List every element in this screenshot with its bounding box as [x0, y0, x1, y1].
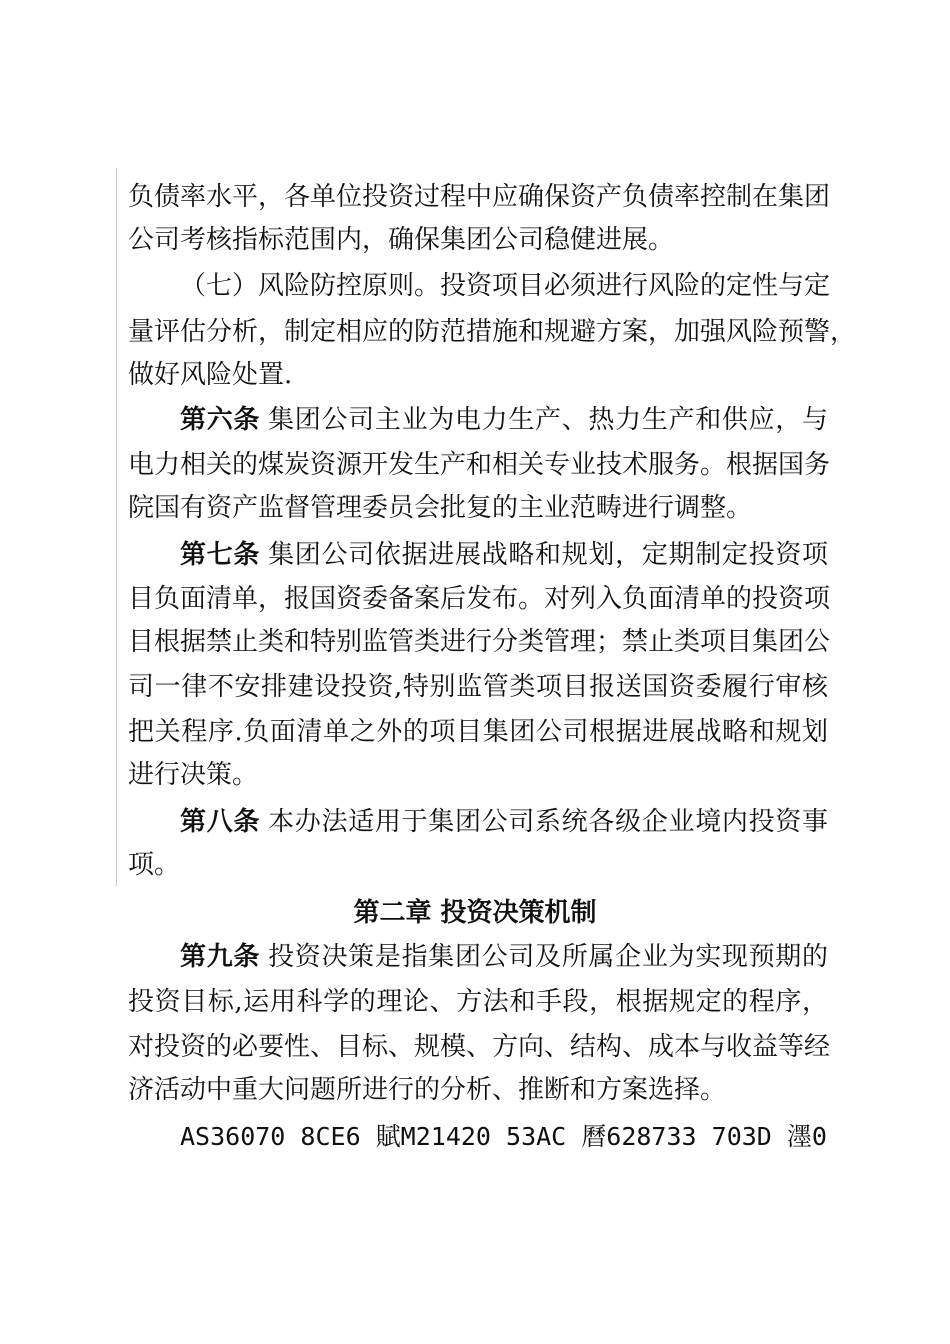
text-line: 公司考核指标范围内，确保集团公司稳健进展。 — [128, 225, 675, 255]
text-line: 把关程序.负面清单之外的项目集团公司根据进展战略和规划 — [128, 717, 828, 747]
article-7-line — [180, 538, 828, 572]
text-line: 进行决策。 — [128, 760, 259, 790]
article-9-line — [180, 940, 828, 974]
text-run: 本办法适用于集团公司系统各级企业境内投资事 — [268, 807, 828, 837]
article-label: 第九条 — [180, 942, 261, 972]
text-line: 目负面清单，报国资委备案后发布。对列入负面清单的投资项 — [128, 584, 831, 614]
article-label: 第七条 — [180, 540, 261, 570]
code-line: AS36070 8CE6 賦M21420 53AC 曆628733 703D 濹0 — [180, 1122, 827, 1151]
margin-rule — [116, 168, 117, 886]
article-label: 第六条 — [180, 405, 261, 435]
text-line: 投资目标,运用科学的理论、方法和手段，根据规定的程序， — [128, 987, 828, 1017]
article-6-line — [180, 403, 828, 437]
text-line: 电力相关的煤炭资源开发生产和相关专业技术服务。根据国务 — [128, 450, 831, 480]
text-run: 投资决策是指集团公司及所属企业为实现预期的 — [268, 942, 828, 972]
text-line: （七）风险防控原则。投资项目必须进行风险的定性与定 — [180, 271, 831, 301]
text-line: 院国有资产监督管理委员会批复的主业范畴进行调整。 — [128, 493, 753, 523]
text-run: 集团公司依据进展战略和规划，定期制定投资项 — [268, 540, 828, 570]
chapter-heading: 第二章 投资决策机制 — [353, 898, 597, 928]
text-line: 量评估分析，制定相应的防范措施和规避方案，加强风险预警， — [128, 317, 857, 347]
text-line: 目根据禁止类和特别监管类进行分类管理；禁止类项目集团公 — [128, 627, 831, 657]
text-line: 司一律不安排建设投资,特别监管类项目报送国资委履行审核 — [128, 672, 828, 702]
text-line: 做好风险处置. — [128, 360, 293, 390]
text-line: 济活动中重大问题所进行的分析、推断和方案选择。 — [128, 1075, 727, 1105]
article-8-line — [180, 805, 828, 839]
text-line: 负债率水平，各单位投资过程中应确保资产负债率控制在集团 — [128, 182, 831, 212]
text-line: 项。 — [128, 850, 181, 880]
text-run: 集团公司主业为电力生产、热力生产和供应，与 — [268, 405, 828, 435]
article-label: 第八条 — [180, 807, 261, 837]
text-line: 对投资的必要性、目标、规模、方向、结构、成本与收益等经 — [128, 1032, 831, 1062]
